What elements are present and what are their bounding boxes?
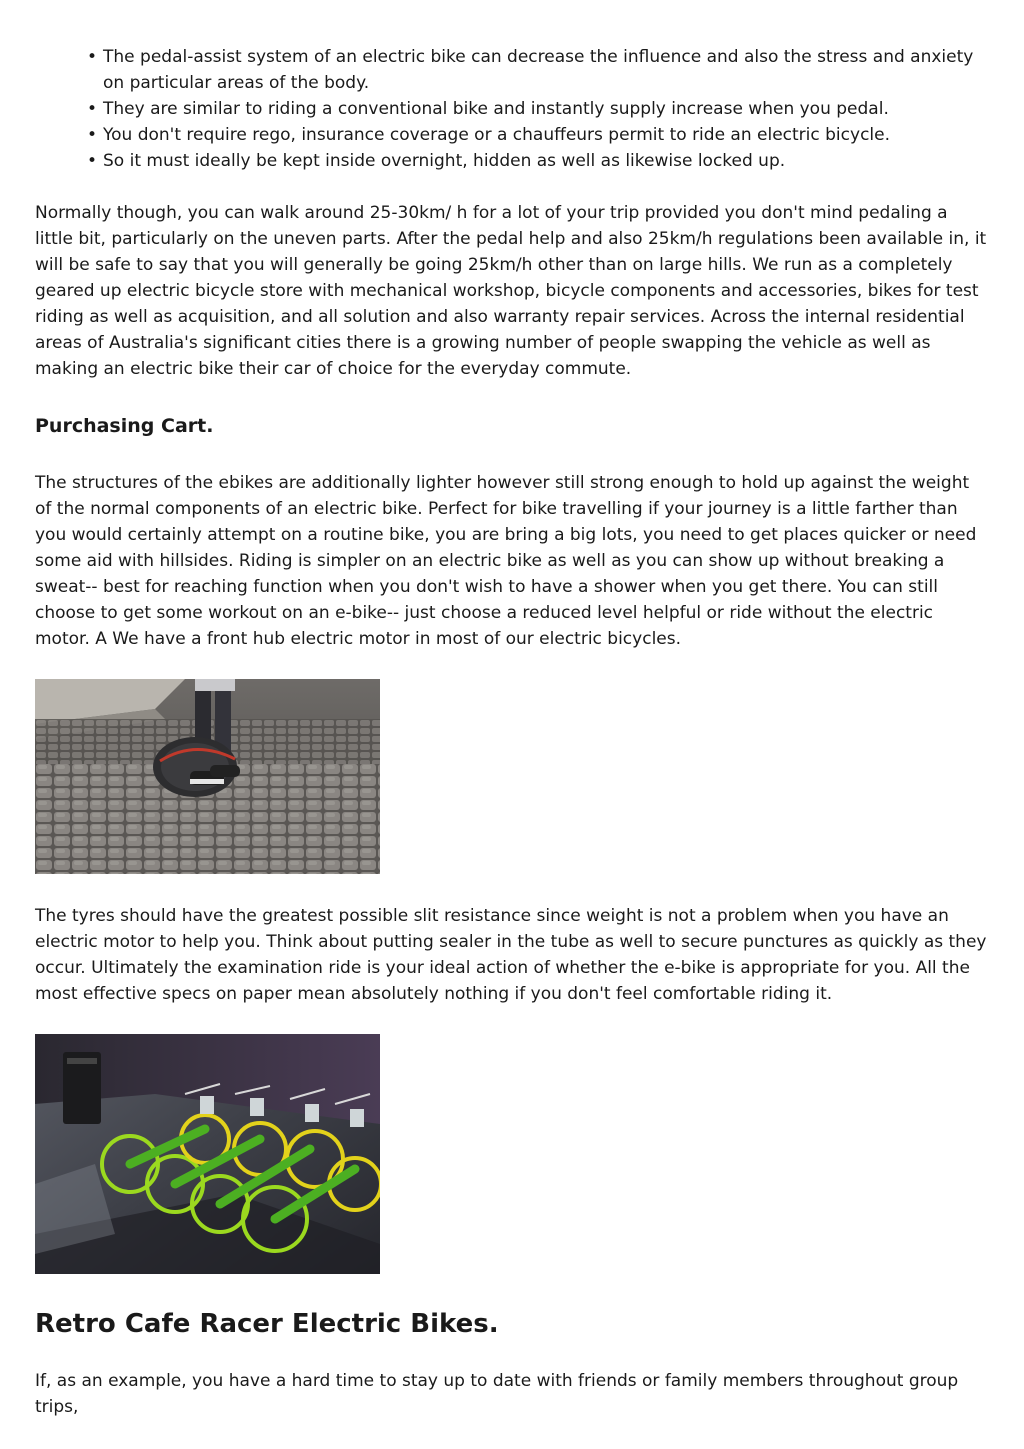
paragraph: Normally though, you can walk around 25-30km/ h for a lot of your trip provided you don't mind pedaling a little bit, particularly on the uneven parts. After the pedal help and also 25km/h regulations been available in, it will be safe to say that you will generally be going 25km/h other than on large hills. We run as a completely geared up electric bicycle store with mechanical workshop, bicycle components and accessories, bikes for test riding as well as acquisition, and all solution and also warranty repair services. Across the internal residential areas of Australia's significant cities there is a growing number of people swapping the vehicle as well as making an electric bike their car of choice for the everyday commute.	[35, 203, 987, 379]
list-item: • You don't require rego, insurance coverage or a chauffeurs permit to ride an electric bicycle.	[87, 122, 990, 148]
paragraph: If, as an example, you have a hard time to stay up to date with friends or family members throughout group trips,	[35, 1371, 959, 1417]
paragraph: The structures of the ebikes are additionally lighter however still strong enough to hold up against the weight of the normal components of an electric bike. Perfect for bike travelling if your journey is a little farther than you would certainly attempt on a routine bike, you are bring a big lots, you need to get places quicker or need some aid with hillsides. Riding is simpler on an electric bike as well as you can show up without breaking a sweat-- best for reaching function when you don't wish to have a shower when you get there. You can still choose to get some workout on an e-bike-- just choose a reduced level helpful or ride without the electric motor. A We have a front hub electric motor in most of our electric bicycles.	[35, 473, 977, 649]
list-item: • They are similar to riding a conventional bike and instantly supply increase when you pedal.	[87, 96, 990, 122]
article-body	[35, 44, 990, 1420]
green-share-bikes-photo	[35, 1034, 380, 1274]
electric-unicycle-photo	[35, 679, 380, 874]
paragraph: The tyres should have the greatest possible slit resistance since weight is not a problem when you have an electric motor to help you. Think about putting sealer in the tube as well to secure punctures as quickly as they occur. Ultimately the examination ride is your ideal action of whether the e-bike is appropriate for you. All the most effective specs on paper mean absolutely nothing if you don't feel comfortable riding it.	[35, 906, 987, 1004]
list-item: • The pedal-assist system of an electric bike can decrease the influence and also the stress and anxiety on particular areas of the body.	[87, 44, 990, 96]
section-heading: Retro Cafe Racer Electric Bikes.	[35, 1309, 499, 1339]
bullet-list	[35, 44, 990, 174]
list-item: • So it must ideally be kept inside overnight, hidden as well as likewise locked up.	[87, 148, 990, 174]
section-heading: Purchasing Cart.	[35, 415, 214, 437]
